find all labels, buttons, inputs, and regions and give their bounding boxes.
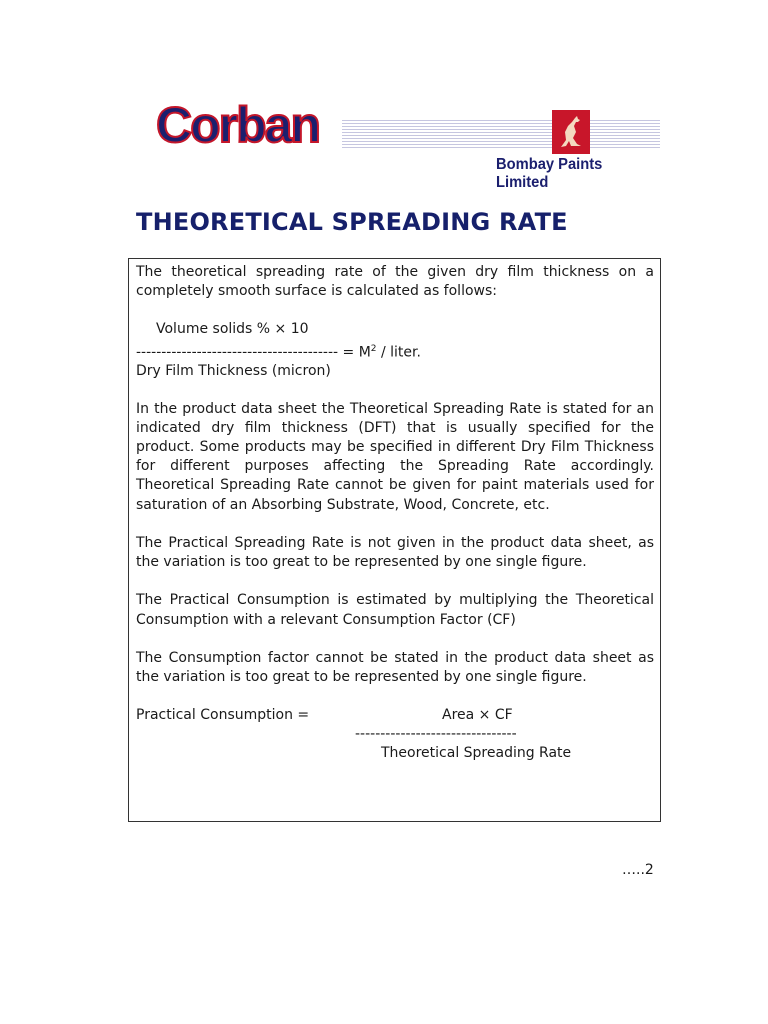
dft-paragraph: In the product data sheet the Theoretical Spreading Rate is stated for an indicated dry film thickness (DFT) that is usually specified for the product. Some products may be specified in different Dry Film Thickness for different purposes affecting the Spreading Rate accordingly. Theoretical Spreading Rate cannot be given for paint materials used for saturation of an Absorbing Substrate, Wood, Concrete, etc. bbox=[136, 400, 654, 513]
consumption-denominator: Theoretical Spreading Rate bbox=[381, 745, 572, 762]
spreading-rate-formula bbox=[136, 320, 654, 381]
formula-divider: ---------------------------------------- = $M^2$ / liter. bbox=[136, 343, 421, 361]
kangaroo-icon bbox=[552, 110, 590, 154]
company-name: Bombay Paints Limited bbox=[496, 156, 603, 191]
formula-numerator: Volume solids % × 10 bbox=[156, 321, 309, 338]
letterhead bbox=[128, 92, 664, 192]
formula-denominator: Dry Film Thickness (micron) bbox=[136, 363, 331, 380]
consumption-label: Practical Consumption = bbox=[136, 707, 310, 724]
corban-logo: Corban bbox=[156, 97, 319, 153]
consumption-factor-paragraph: The Consumption factor cannot be stated in the product data sheet as the variation is too great to be represented by one single figure. bbox=[136, 649, 654, 685]
logo-stripes bbox=[342, 120, 660, 148]
intro-paragraph: The theoretical spreading rate of the given dry film thickness on a completely smooth surface is calculated as follows: bbox=[136, 264, 654, 300]
consumption-numerator: Area × CF bbox=[442, 707, 513, 724]
page-title: THEORETICAL SPREADING RATE bbox=[136, 208, 568, 236]
formula-superscript: 2 bbox=[370, 343, 377, 354]
consumption-divider: -------------------------------- bbox=[355, 726, 517, 743]
practical-consumption-paragraph: The Practical Consumption is estimated by multiplying the Theoretical Consumption with a relevant Consumption Factor (CF) bbox=[136, 592, 654, 628]
page-continuation: …..2 bbox=[622, 862, 654, 878]
content-box bbox=[128, 258, 661, 822]
consumption-formula bbox=[136, 706, 654, 766]
practical-rate-paragraph: The Practical Spreading Rate is not given in the product data sheet, as the variation is too great to be represented by one single figure. bbox=[136, 534, 654, 571]
